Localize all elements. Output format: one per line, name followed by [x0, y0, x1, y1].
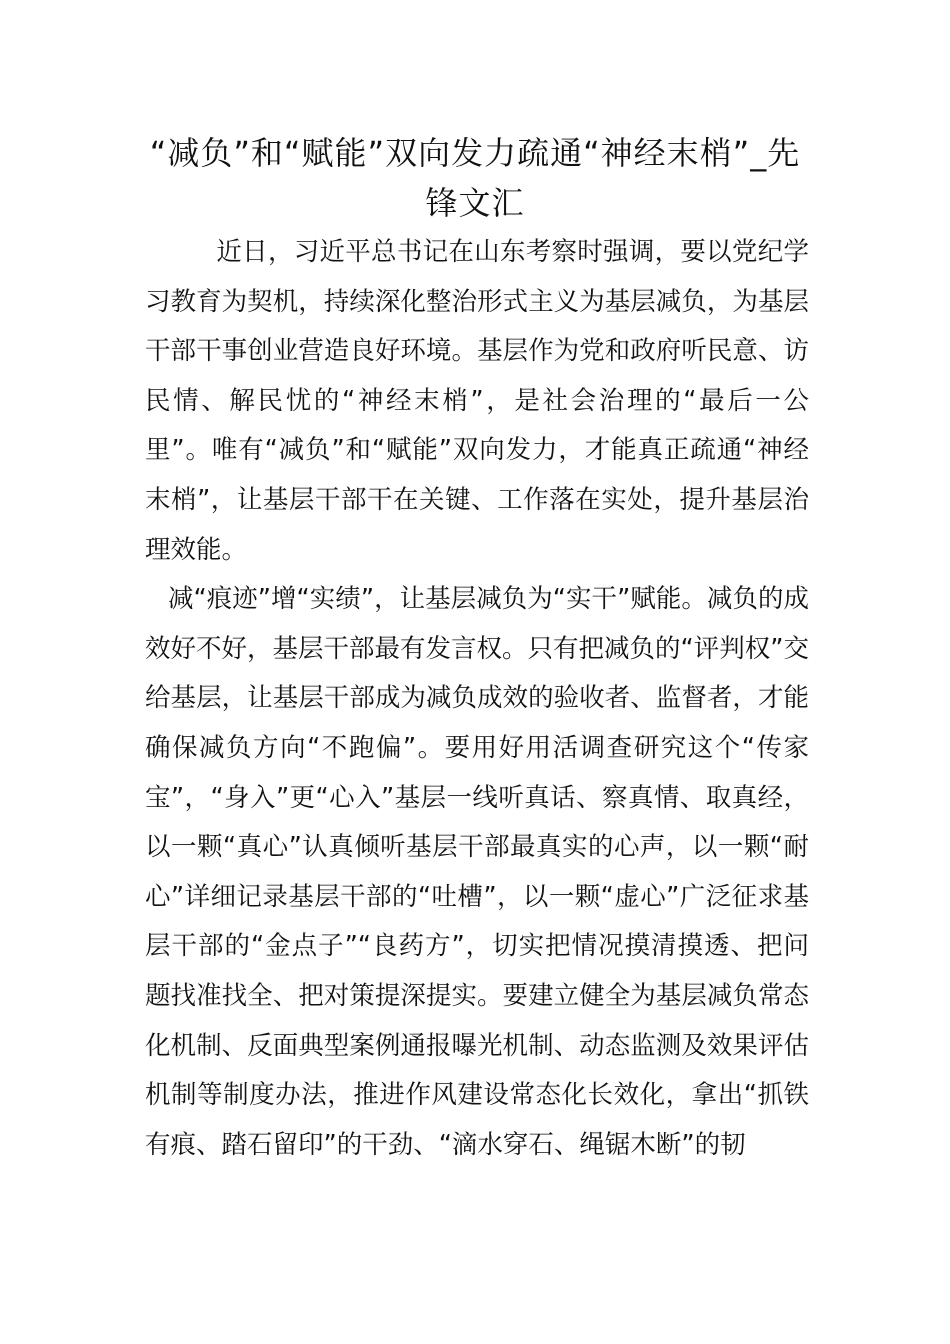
- document-title: “减负”和“赋能”双向发力疏通“神经末梢”_先锋文汇: [149, 134, 801, 222]
- paragraph-reduce-burden: 减“痕迹”增“实绩”，让基层减负为“实干”赋能。减负的成效好不好，基层干部最有发言权。只有把减负的“评判权”交给基层，让基层干部成为减负成效的验收者、监督者，才能确保减负方向“不跑偏”。要用好用活调查研究这个“传家宝”，“身入”更“心入”基层一线听真话、察真情、取真经，以一颗“真心”认真倾听基层干部最真实的心声，以一颗“耐心”详细记录基层干部的“吐槽”，以一颗“虚心”广泛征求基层干部的“金点子”“良药方”，切实把情况摸清摸透、把问题找准找全、把对策提深提实。要建立健全为基层减负常态化机制、反面典型案例通报曝光机制、动态监测及效果评估机制等制度办法，推进作风建设常态化长效化，拿出“抓铁有痕、踏石留印”的干劲、“滴水穿石、绳锯木断”的韧: [145, 584, 809, 1160]
- paragraph-intro: 近日，习近平总书记在山东考察时强调，要以党纪学习教育为契机，持续深化整治形式主义为基层减负，为基层干部干事创业营造良好环境。基层作为党和政府听民意、访民情、解民忧的“神经末梢”，是社会治理的“最后一公里”。唯有“减负”和“赋能”双向发力，才能真正疏通“神经末梢”，让基层干部干在关键、工作落在实处，提升基层治理效能。: [145, 237, 809, 565]
- document-body: [145, 228, 809, 1170]
